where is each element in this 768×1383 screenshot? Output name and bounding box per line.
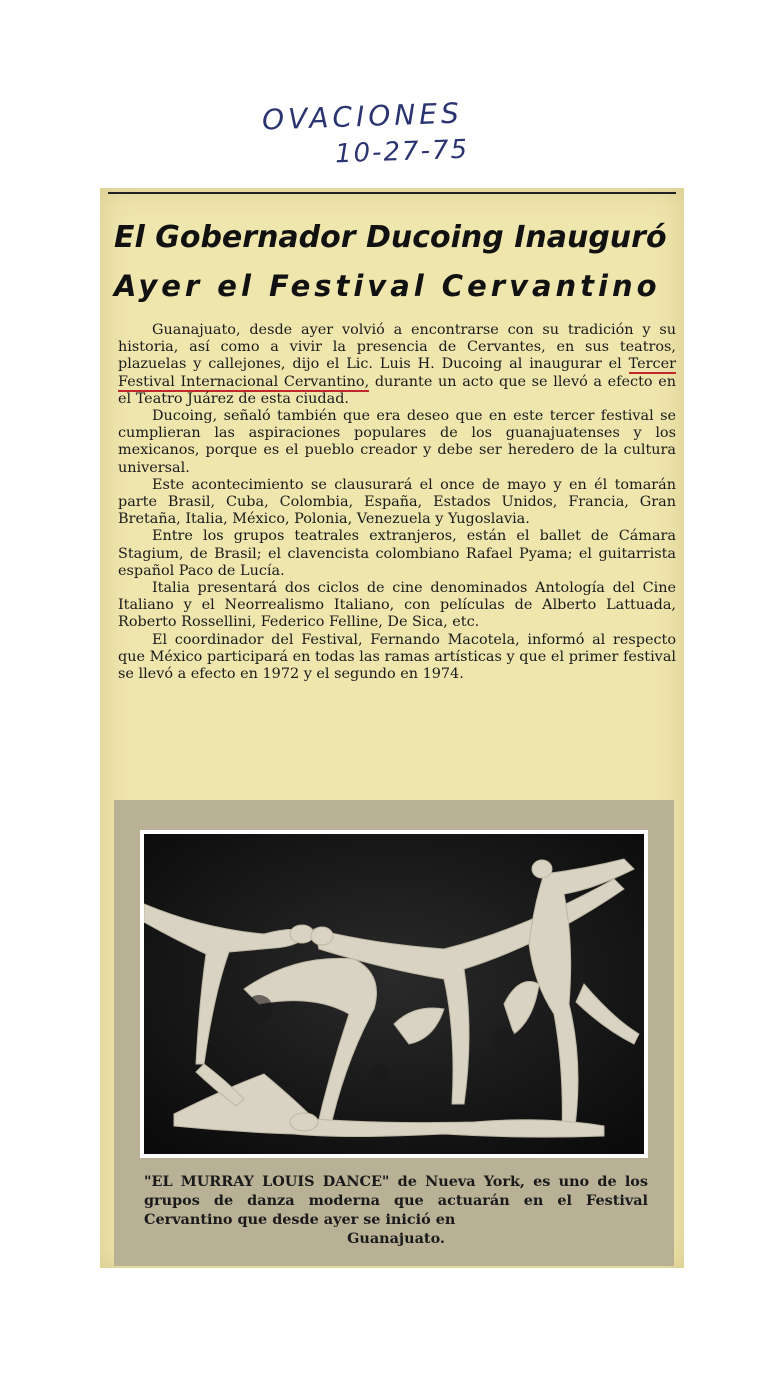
- paragraph: El coordinador del Festival, Fernando Macotela, informó al respecto que México participará en todas las ramas artísticas y que el primer festival se llevó a efecto en 1972 y el segundo en 1974.: [118, 631, 676, 683]
- headline-line-1: El Gobernador Ducoing Inauguró: [114, 220, 667, 255]
- caption-text: "EL MURRAY LOUIS DANCE" de Nueva York, es uno de los grupos de danza moderna que actuarán en el Festival Cervantino que desde ayer se inició en: [144, 1173, 648, 1228]
- top-rule: [108, 192, 676, 194]
- handwritten-date-annotation: 10-27-75: [334, 134, 470, 170]
- article-body: [118, 322, 676, 683]
- headline-line-2: Ayer el Festival Cervantino: [114, 269, 661, 303]
- paragraph: Este acontecimiento se clausurará el once de mayo y en él tomarán parte Brasil, Cuba, Colombia, España, Estados Unidos, Francia, Gran Bretaña, Italia, México, Polonia, Venezuela y Yugoslavia.: [118, 476, 676, 528]
- paragraph: Entre los grupos teatrales extranjeros, están el ballet de Cámara Stagium, de Brasil; el clavencista colombiano Rafael Pyama; el guitarrista español Paco de Lucía.: [118, 528, 676, 579]
- paragraph: Italia presentará dos ciclos de cine denominados Antología del Cine Italiano y el Neorrealismo Italiano, con películas de Alberto Lattuada, Roberto Rossellini, Federico Felline, De Sica, etc.: [118, 580, 676, 631]
- newspaper-clipping: [100, 188, 684, 1268]
- paragraph-text: Guanajuato, desde ayer volvió a encontrarse con su tradición y su historia, así como a vivir la presencia de Cervantes, en sus teatros, plazuelas y callejones, dijo el Lic. Luis H. Ducoing al inaugurar el: [118, 322, 676, 373]
- underlined-festival-name: Tercer Festival Internacional Cervantino,: [118, 356, 676, 390]
- caption-text-end: Guanajuato.: [347, 1230, 445, 1247]
- photo-block: [114, 800, 674, 1266]
- paragraph: [118, 322, 676, 408]
- headline: [114, 214, 674, 310]
- dance-photo: [140, 830, 648, 1158]
- handwritten-source-annotation: OVACIONES: [261, 96, 464, 137]
- paragraph-text: durante un acto que se llevó a efecto en el Teatro Juárez de esta ciudad.: [118, 373, 676, 407]
- dancers-image: [144, 834, 644, 1154]
- paragraph: Ducoing, señaló también que era deseo que en este tercer festival se cumplieran las aspiraciones populares de los guanajuatenses y los mexicanos, porque es el pueblo creador y debe ser heredero de la cultura universal.: [118, 408, 676, 476]
- photo-caption: [144, 1172, 648, 1248]
